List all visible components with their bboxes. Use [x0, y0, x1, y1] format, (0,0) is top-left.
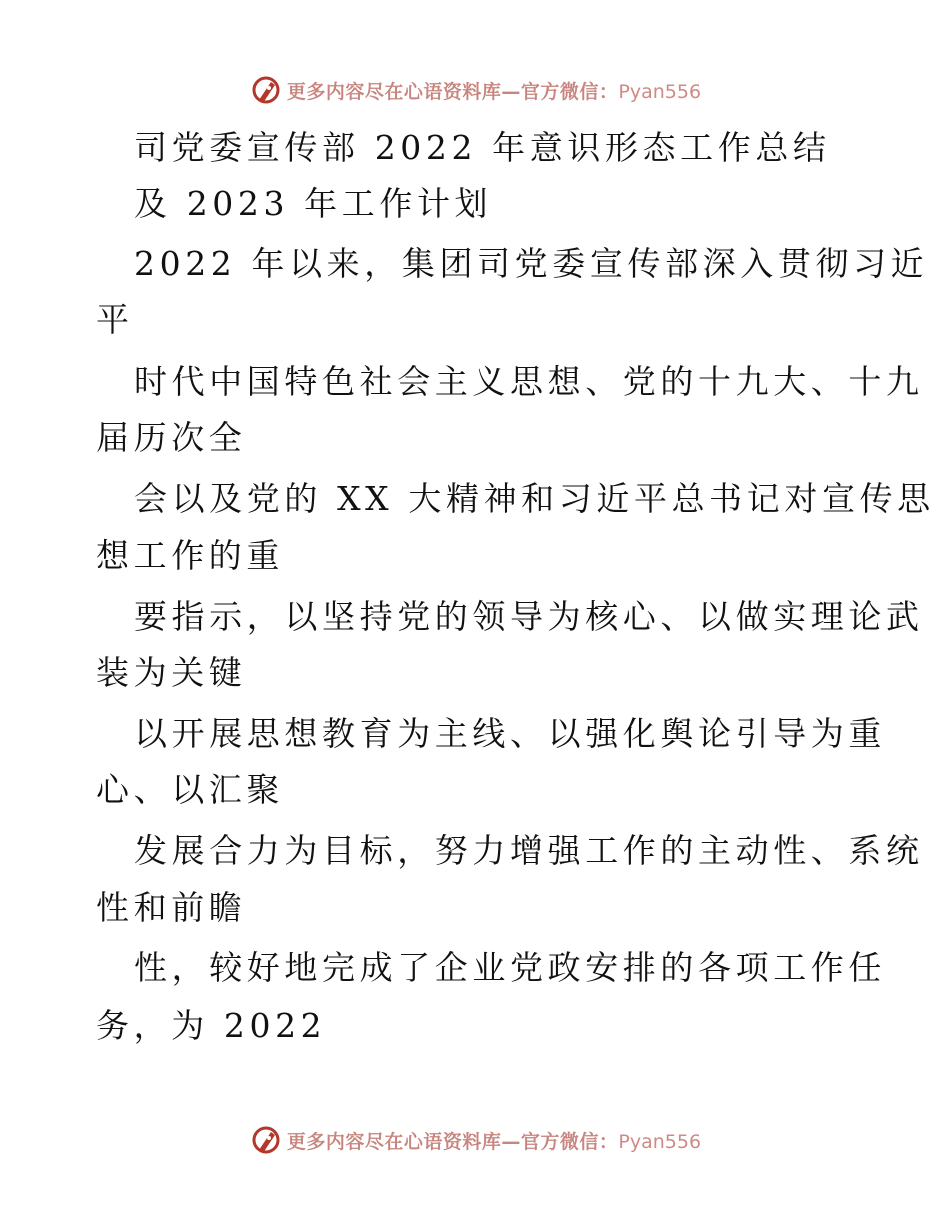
- paragraph-line: 会以及党的 XX 大精神和习近平总书记对宣传思: [134, 479, 935, 518]
- paragraph-line: 装为关键: [96, 653, 247, 692]
- footer-watermark: [0, 1120, 950, 1160]
- pen-nib-circle-logo-icon: [249, 1123, 283, 1157]
- paragraph-line: 务，为 2022: [96, 1006, 327, 1045]
- watermark-text: 更多内容尽在心语资料库—官方微信：Pyan556: [286, 1130, 702, 1153]
- paragraph-line: 想工作的重: [96, 536, 284, 575]
- paragraph-line: 届历次全: [96, 418, 247, 457]
- watermark-wechat-id: Pyan556: [618, 80, 702, 103]
- title-line-2: 及 2023 年工作计划: [134, 184, 493, 223]
- paragraph-line: 以开展思想教育为主线、以强化舆论引导为重: [134, 714, 886, 753]
- header-watermark: [0, 70, 950, 110]
- paragraph-line: 要指示，以坚持党的领导为核心、以做实理论武: [134, 597, 924, 636]
- paragraph-line: 性和前瞻: [96, 888, 247, 927]
- paragraph-line: 性，较好地完成了企业党政安排的各项工作任: [134, 948, 886, 987]
- watermark-text: 更多内容尽在心语资料库—官方微信：Pyan556: [286, 80, 702, 103]
- paragraph-line: 时代中国特色社会主义思想、党的十九大、十九: [134, 362, 924, 401]
- pen-nib-circle-logo-icon: [249, 73, 283, 107]
- watermark-wechat-id: Pyan556: [618, 1130, 702, 1153]
- title-line-1: 司党委宣传部 2022 年意识形态工作总结: [134, 128, 831, 167]
- paragraph-line: 2022 年以来，集团司党委宣传部深入贯彻习近: [134, 244, 929, 283]
- paragraph-line: 发展合力为目标，努力增强工作的主动性、系统: [134, 831, 924, 870]
- paragraph-line: 心、以汇聚: [96, 770, 284, 809]
- paragraph-line: 平: [96, 300, 134, 339]
